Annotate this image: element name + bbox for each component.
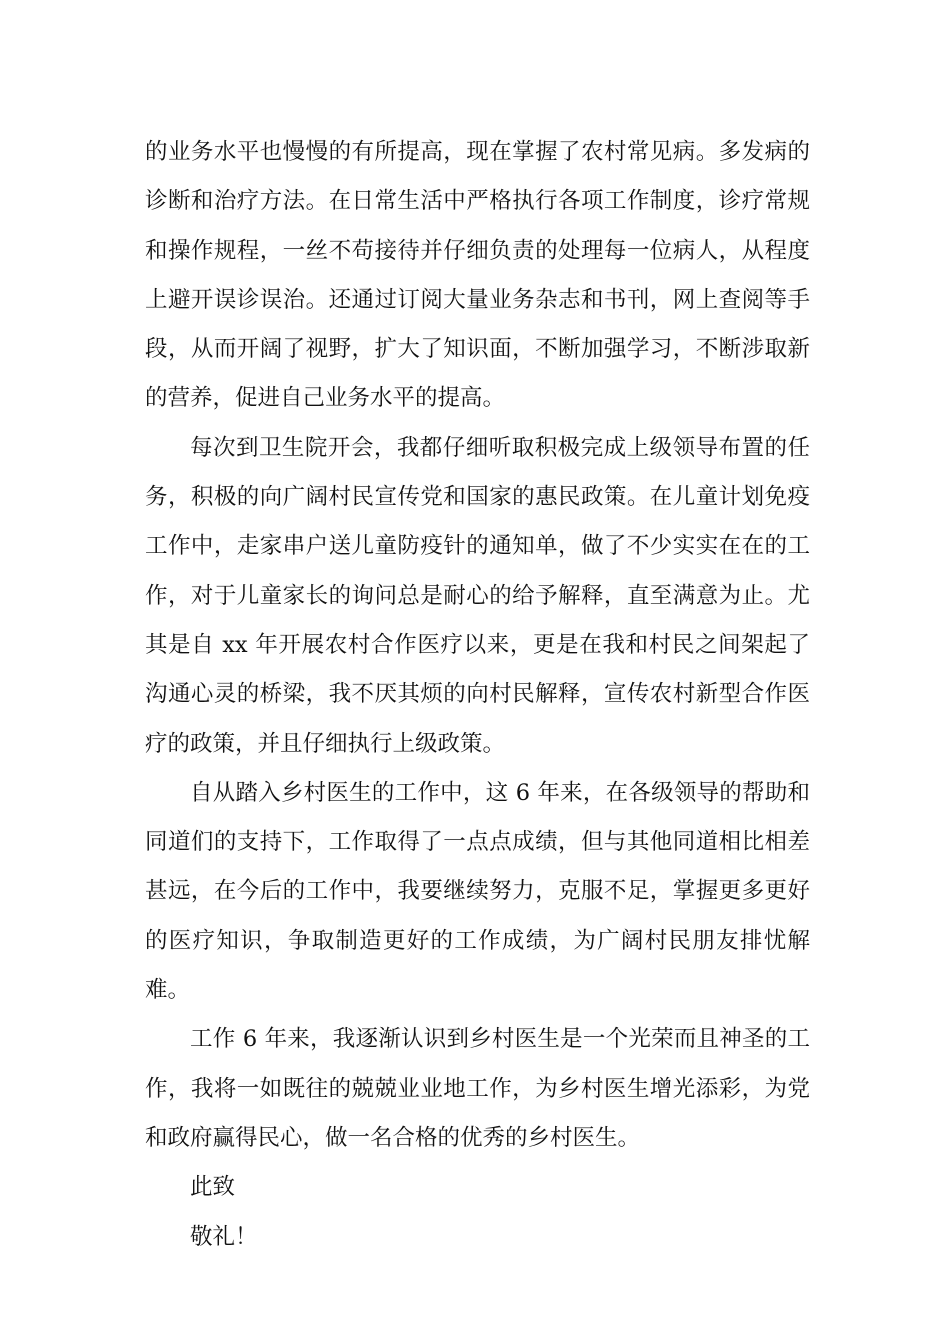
paragraph-six-years: 自从踏入乡村医生的工作中，这 6 年来，在各级领导的帮助和同道们的支持下，工作取得了一点点成绩，但与其他同道相比相差甚远，在今后的工作中，我要继续努力，克服不足，掌握更多更好的医疗知识，争取制造更好的工作成绩，为广阔村民朋友排忧解难。 bbox=[145, 779, 810, 1004]
paragraph-continued: 的业务水平也慢慢的有所提高，现在掌握了农村常见病。多发病的诊断和治疗方法。在日常生活中严格执行各项工作制度，诊疗常规和操作规程，一丝不苟接待并仔细负责的处理每一位病人，从程度上避开误诊误治。还通过订阅大量业务杂志和书刊，网上查阅等手段，从而开阔了视野，扩大了知识面，不断加强学习，不断涉取新的营养，促进自己业务水平的提高。 bbox=[145, 139, 810, 412]
document-page bbox=[145, 128, 810, 1262]
paragraph-meetings: 每次到卫生院开会，我都仔细听取积极完成上级领导布置的任务，积极的向广阔村民宣传党和国家的惠民政策。在儿童计划免疫工作中，走家串户送儿童防疫针的通知单，做了不少实实在在的工作，对于儿童家长的询问总是耐心的给予解释，直至满意为止。尤其是自 xx 年开展农村合作医疗以来，更是在我和村民之间架起了沟通心灵的桥梁，我不厌其烦的向村民解释，宣传农村新型合作医疗的政策，并且仔细执行上级政策。 bbox=[145, 434, 810, 757]
paragraph-conclusion: 工作 6 年来，我逐渐认识到乡村医生是一个光荣而且神圣的工作，我将一如既往的兢兢业业地工作，为乡村医生增光添彩，为党和政府赢得民心，做一名合格的优秀的乡村医生。 bbox=[145, 1026, 810, 1151]
closing-salutation: 此致 bbox=[190, 1174, 236, 1201]
closing-regards: 敬礼！ bbox=[190, 1223, 258, 1250]
